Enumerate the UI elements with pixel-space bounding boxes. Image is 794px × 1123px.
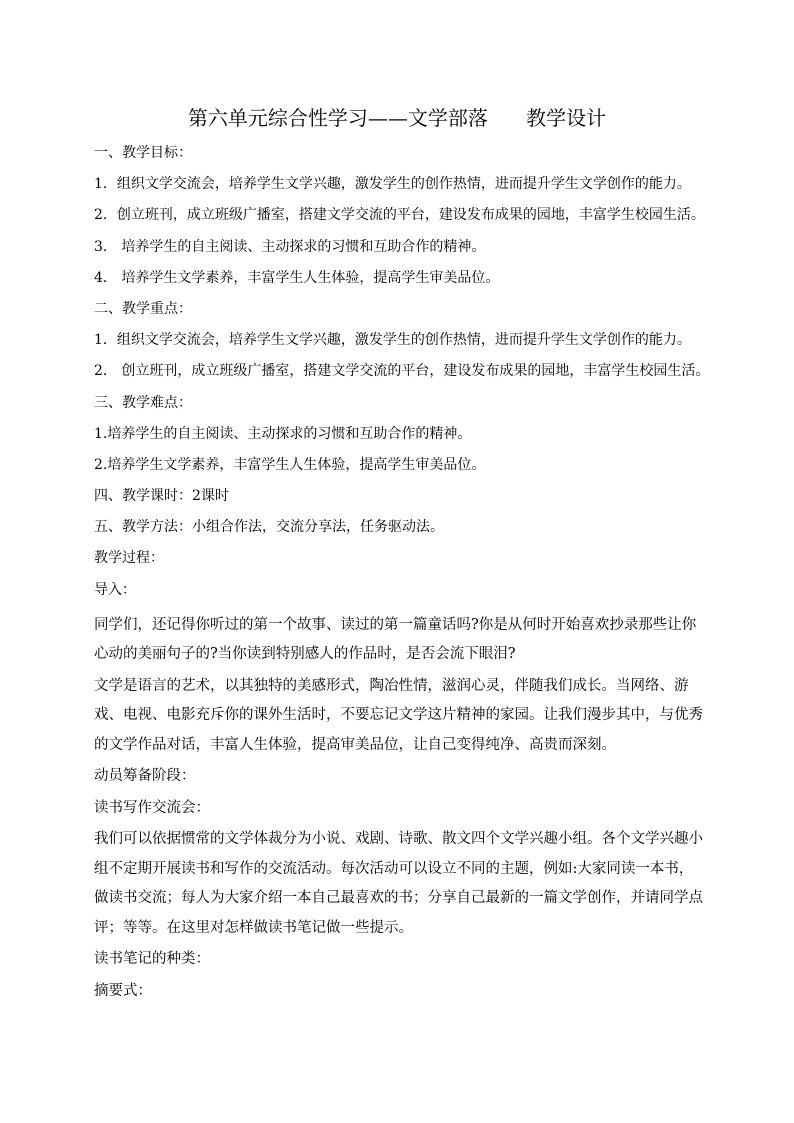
heading-teaching-difficulties: 三、教学难点：: [94, 394, 192, 411]
document-title: 第六单元综合性学习——文学部落 教学设计: [187, 106, 607, 130]
difficulty-item-1: 1.培养学生的自主阅读、主动探求的习惯和互助合作的精神。: [94, 425, 472, 442]
heading-mobilization-stage: 动员筹备阶段：: [94, 768, 196, 785]
objective-item-4: 4． 培养学生文学素养，丰富学生人生体验，提高学生审美品位。: [94, 269, 500, 286]
intro-paragraph-1: 同学们，还记得你听过的第一个故事、读过的第一篇童话吗?你是从何时开始喜欢抄录那些让你心动的美丽句子的?当你读到特别感人的作品时，是否会流下眼泪?: [94, 616, 697, 663]
intro-paragraph-2: 文学是语言的艺术，以其独特的美感形式，陶冶性情，滋润心灵，伴随我们成长。当网络、游戏、电视、电影充斥你的课外生活时，不要忘记文学这片精神的家园。让我们漫步其中，与优秀的文学作品对话，丰富人生体验，提高审美品位，让自己变得纯净、高贵而深刻。: [94, 677, 703, 753]
heading-class-hours: 四、教学课时：2课时: [94, 488, 229, 505]
heading-reading-writing-exchange: 读书写作交流会：: [94, 799, 210, 816]
heading-teaching-key-points: 二、教学重点：: [94, 300, 192, 317]
heading-summary-style: 摘要式：: [94, 982, 152, 999]
heading-teaching-methods: 五、教学方法：小组合作法，交流分享法，任务驱动法。: [94, 519, 444, 536]
key-point-item-1: 1．组织文学交流会，培养学生文学兴趣，激发学生的创作热情，进而提升学生文学创作的能力。: [94, 332, 691, 349]
heading-teaching-process: 教学过程：: [94, 550, 164, 567]
key-point-item-2: 2． 创立班刊，成立班级广播室，搭建文学交流的平台，建设发布成果的园地，丰富学生校园生活。: [94, 363, 710, 380]
difficulty-item-2: 2.培养学生文学素养，丰富学生人生体验，提高学生审美品位。: [94, 456, 486, 473]
exchange-paragraph: 我们可以依据惯常的文学体裁分为小说、戏剧、诗歌、散文四个文学兴趣小组。各个文学兴趣小组不定期开展读书和写作的交流活动。每次活动可以设立不同的主题，例如:大家同读一本书，做读书交流；每人为大家介绍一本自己最喜欢的书；分享自己最新的一篇文学创作，并请同学点评；等等。在这里对怎样做读书笔记做一些提示。: [94, 831, 703, 936]
objective-item-3: 3． 培养学生的自主阅读、主动探求的习惯和互助合作的精神。: [94, 238, 486, 255]
document-body: [94, 143, 710, 1008]
heading-reading-note-types: 读书笔记的种类：: [94, 951, 210, 968]
objective-item-2: 2．创立班刊，成立班级广播室，搭建文学交流的平台，建设发布成果的园地，丰富学生校园生活。: [94, 207, 705, 224]
objective-item-1: 1．组织文学交流会，培养学生文学兴趣，激发学生的创作热情，进而提升学生文学创作的能力。: [94, 176, 691, 193]
heading-introduction: 导入：: [94, 581, 136, 598]
heading-teaching-objectives: 一、教学目标：: [94, 145, 192, 161]
